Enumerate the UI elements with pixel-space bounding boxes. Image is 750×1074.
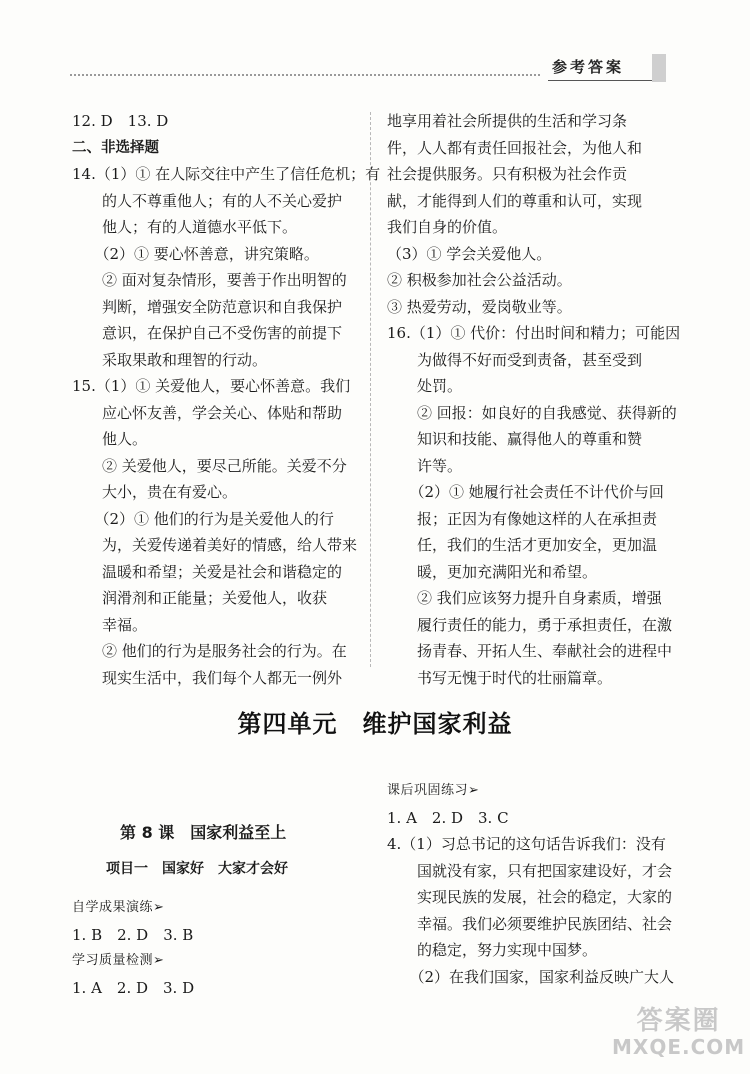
answer-line: 件，人人都有责任回报社会，为他人和 bbox=[387, 138, 643, 157]
answer-line: 二、非选择题 bbox=[72, 139, 159, 156]
answer-line: 学习质量检测➢ bbox=[72, 953, 165, 968]
answer-line: （2）① 要心怀善意，讲究策略。 bbox=[72, 244, 319, 263]
answer-line: 报；正因为有像她这样的人在承担责 bbox=[387, 509, 658, 528]
answer-line: 任，我们的生活才更加安全，更加温 bbox=[387, 536, 658, 554]
answer-line: 他人。 bbox=[72, 430, 148, 448]
answer-line: ② 关爱他人，要尽己所能。关爱不分 bbox=[72, 456, 347, 475]
answer-line: 知识和技能、赢得他人的尊重和赞 bbox=[387, 430, 643, 448]
answer-line: ② 积极参加社会公益活动。 bbox=[387, 271, 572, 289]
answer-line: 暖，更加充满阳光和希望。 bbox=[387, 562, 598, 581]
header-title: 参考答案 bbox=[552, 58, 625, 76]
answer-line: ② 我们应该努力提升自身素质，增强 bbox=[387, 589, 662, 607]
answer-line: （2）① 她履行社会责任不计代价与回 bbox=[387, 483, 664, 501]
answer-line: 国就没有家，只有把国家建设好，才会 bbox=[387, 861, 673, 880]
column-divider bbox=[370, 112, 371, 667]
answer-line: 意识，在保护自己不受伤害的前提下 bbox=[72, 324, 343, 342]
answer-line: 社会提供服务。只有积极为社会作贡 bbox=[387, 165, 628, 183]
answer-line: 书写无愧于时代的壮丽篇章。 bbox=[387, 668, 613, 687]
right-answer-column bbox=[387, 108, 681, 691]
answer-line: 现实生活中，我们每个人都无一例外 bbox=[72, 668, 343, 687]
bottom-right-answers bbox=[387, 778, 677, 990]
answer-line: 实现民族的发展，社会的稳定，大家的 bbox=[387, 888, 673, 906]
answer-line: 应心怀友善，学会关心、体贴和帮助 bbox=[72, 403, 343, 422]
watermark-logo bbox=[612, 1008, 745, 1060]
answer-line: 14.（1）① 在人际交往中产生了信任危机；有 bbox=[72, 165, 381, 183]
header-dotted-rule bbox=[70, 74, 540, 76]
watermark-line1: 答案圈 bbox=[636, 1006, 721, 1036]
answer-line: 1. A 2. D 3. D bbox=[72, 978, 195, 997]
answer-line: 扬青春、开拓人生、奉献社会的进程中 bbox=[387, 642, 673, 660]
answer-line: 15.（1）① 关爱他人，要心怀善意。我们 bbox=[72, 377, 351, 395]
answer-line: 自学成果演练➢ bbox=[72, 900, 165, 915]
answer-line: ② 他们的行为是服务社会的行为。在 bbox=[72, 642, 347, 660]
answer-line: （2）① 他们的行为是关爱他人的行 bbox=[72, 509, 334, 528]
answer-line: 1. A 2. D 3. C bbox=[387, 808, 509, 827]
answer-line: 4.（1）习总书记的这句话告诉我们：没有 bbox=[387, 835, 666, 853]
answer-line: 的人不尊重他人；有的人不关心爱护 bbox=[72, 191, 343, 210]
answer-line: 他人；有的人道德水平低下。 bbox=[72, 218, 298, 236]
answer-line: 履行责任的能力，勇于承担责任，在激 bbox=[387, 615, 673, 634]
answer-line: 许等。 bbox=[387, 456, 463, 475]
lesson-title: 第 8 课 国家利益至上 bbox=[120, 823, 287, 842]
bottom-left-answers bbox=[72, 895, 362, 1001]
answer-line: ② 面对复杂情形，要善于作出明智的 bbox=[72, 271, 347, 289]
answer-line: 献，才能得到人们的尊重和认可，实现 bbox=[387, 191, 643, 210]
answer-line: ② 回报：如良好的自我感觉、获得新的 bbox=[387, 403, 677, 422]
answer-line: 的稳定，努力实现中国梦。 bbox=[387, 941, 598, 959]
answer-line: 判断，增强安全防范意识和自我保护 bbox=[72, 297, 343, 316]
answer-line: 幸福。我们必须要维护民族团结、社会 bbox=[387, 914, 673, 933]
answer-line: 处罚。 bbox=[387, 377, 463, 395]
answer-line: 课后巩固练习➢ bbox=[387, 783, 480, 798]
answer-line: 润滑剂和正能量；关爱他人，收获 bbox=[72, 589, 328, 607]
answer-line: ③ 热爱劳动，爱岗敬业等。 bbox=[387, 297, 572, 316]
answer-line: 采取果敢和理智的行动。 bbox=[72, 350, 268, 369]
answer-line: 幸福。 bbox=[72, 615, 148, 634]
answer-line: 我们自身的价值。 bbox=[387, 218, 508, 236]
header-underline bbox=[548, 80, 656, 81]
header-tab-marker bbox=[652, 54, 666, 82]
left-answer-column bbox=[72, 108, 381, 691]
answer-line: 为，关爱传递着美好的情感，给人带来 bbox=[72, 536, 358, 554]
answer-line: 地享用着社会所提供的生活和学习条 bbox=[387, 112, 628, 130]
answer-line: 1. B 2. D 3. B bbox=[72, 925, 194, 944]
answer-line: 16.（1）① 代价：付出时间和精力；可能因 bbox=[387, 324, 681, 342]
answer-line: 温暖和希望；关爱是社会和谐稳定的 bbox=[72, 562, 343, 581]
answer-line: （3）① 学会关爱他人。 bbox=[387, 244, 552, 263]
watermark-line2: MXQE.COM bbox=[612, 1035, 746, 1059]
unit-title: 第四单元 维护国家利益 bbox=[237, 709, 513, 738]
answer-line: 大小，贵在有爱心。 bbox=[72, 483, 238, 501]
answer-line: 为做得不好而受到责备，甚至受到 bbox=[387, 350, 643, 369]
item-title: 项目一 国家好 大家才会好 bbox=[106, 861, 288, 877]
answer-line: （2）在我们国家，国家利益反映广大人 bbox=[387, 967, 675, 986]
answer-line: 12. D 13. D bbox=[72, 112, 169, 130]
